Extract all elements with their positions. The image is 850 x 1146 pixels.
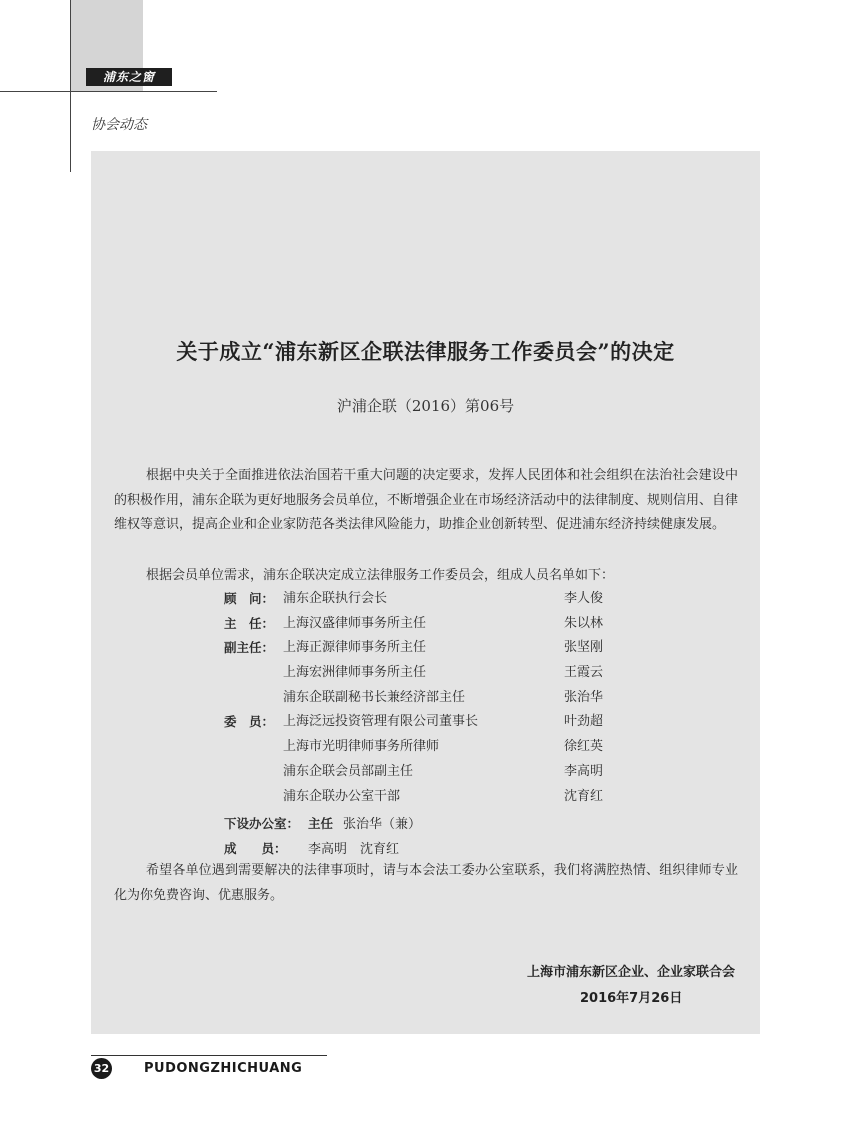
- member-name: 沈育红: [564, 788, 604, 804]
- magazine-name: PUDONGZHICHUANG: [144, 1061, 303, 1076]
- member-org: 上海汉盛律师事务所主任: [283, 615, 427, 631]
- document-title: 关于成立“浦东新区企联法律服务工作委员会”的决定: [176, 339, 675, 364]
- footer-rule: [91, 1055, 327, 1056]
- member-name: 王霞云: [564, 665, 604, 681]
- member-org: 浦东企联会员部副主任: [283, 763, 414, 779]
- member-org: 上海正源律师事务所主任: [283, 640, 427, 656]
- member-role: 主 任：: [224, 615, 275, 631]
- member-role: 委 员：: [224, 714, 275, 730]
- office-section: [224, 812, 421, 861]
- member-org: 上海市光明律师事务所律师: [283, 739, 440, 755]
- member-name: 李高明: [564, 763, 604, 779]
- member-name: 张治华: [564, 689, 604, 705]
- member-row: [224, 735, 644, 760]
- member-list: [224, 587, 644, 809]
- section-label: 协会动态: [91, 117, 147, 133]
- office-head-line: [224, 812, 421, 837]
- member-name: 朱以林: [564, 615, 604, 631]
- member-row: [224, 636, 644, 661]
- header-vertical-rule: [70, 0, 71, 172]
- page-number: 32: [91, 1058, 112, 1079]
- member-row: [224, 661, 644, 686]
- office-members-names: 李高明 沈育红: [308, 841, 400, 857]
- member-row: [224, 587, 644, 612]
- member-org: 上海宏洲律师事务所主任: [283, 665, 427, 681]
- member-name: 徐红英: [564, 739, 604, 755]
- member-row: [224, 785, 644, 810]
- magazine-logo: 浦东之窗: [86, 68, 172, 86]
- signature-organization: 上海市浦东新区企业、企业家联合会: [526, 965, 735, 980]
- office-members-line: [224, 837, 421, 862]
- member-role: 顾 问：: [224, 591, 275, 606]
- paragraph-intro: 根据中央关于全面推进依法治国若干重大问题的决定要求，发挥人民团体和社会组织在法治社会建设中的积极作用，浦东企联为更好地服务会员单位，不断增强企业在市场经济活动中的法律制度、规则信用、自律维权等意识，提高企业和企业家防范各类法律风险能力，助推企业创新转型、促进浦东经济持续健康发展。: [114, 468, 739, 532]
- member-row: [224, 612, 644, 637]
- member-row: [224, 710, 644, 735]
- signature-date: 2016年7月26日: [580, 991, 683, 1006]
- member-org: 上海泛远投资管理有限公司董事长: [283, 714, 479, 730]
- office-head-name: 张治华（兼）: [343, 817, 422, 832]
- office-head-title: 主任: [308, 816, 334, 831]
- member-name: 李人俊: [564, 591, 604, 606]
- header-horizontal-rule: [0, 91, 217, 92]
- member-org: 浦东企联办公室干部: [283, 788, 401, 804]
- member-role: 副主任：: [224, 640, 275, 656]
- office-label: 下设办公室：: [224, 816, 300, 831]
- member-row: [224, 686, 644, 711]
- office-members-label: 成 员：: [224, 840, 287, 856]
- member-org: 浦东企联副秘书长兼经济部主任: [283, 689, 466, 705]
- paragraph-list-intro: 根据会员单位需求，浦东企联决定成立法律服务工作委员会，组成人员名单如下：: [146, 568, 615, 583]
- member-org: 浦东企联执行会长: [283, 591, 388, 606]
- member-name: 张坚刚: [564, 640, 604, 656]
- member-name: 叶劲超: [564, 714, 604, 730]
- document-number: 沪浦企联（2016）第06号: [336, 397, 515, 415]
- paragraph-closing: 希望各单位遇到需要解决的法律事项时，请与本会法工委办公室联系，我们将满腔热情、组织律师专业化为你免费咨询、优惠服务。: [114, 863, 738, 903]
- member-row: [224, 760, 644, 785]
